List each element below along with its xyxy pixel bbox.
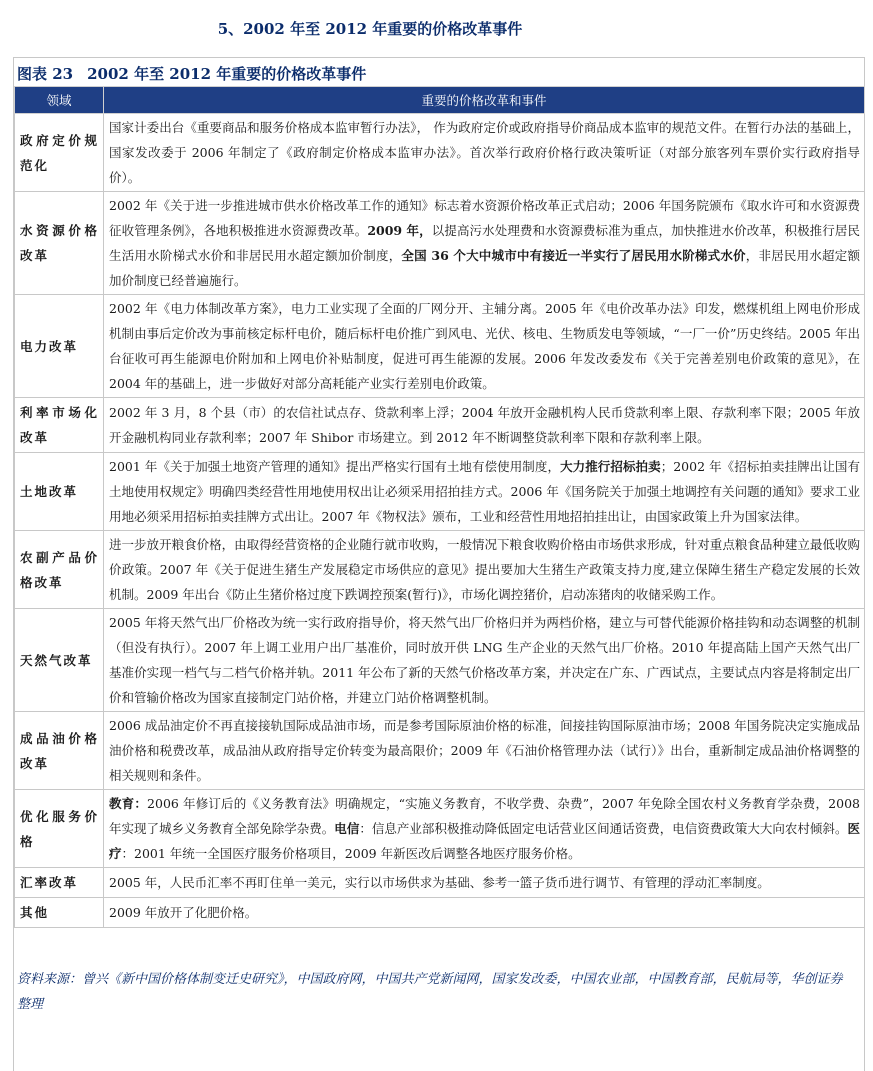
row-events <box>104 398 865 453</box>
row-domain: 农副产品价格改革 <box>15 531 104 609</box>
row-events <box>104 609 865 712</box>
event-text: 2005 年，人民币汇率不再盯住单一美元，实行以市场供求为基础、参考一篮子货币进行调节、有管理的浮动汇率制度。 <box>109 875 770 890</box>
event-text: 进一步放开粮食价格，由取得经营资格的企业随行就市收购，一般情况下粮食收购价格由市场供求形成，针对重点粮食品种建立最低收购价政策。2007 年《关于促进生猪生产发展稳定市场供应的意见》提出要加大生猪生产政策支持力度,建立保障生猪生产稳定发展的长效机制。2009 年出台《防止生猪价格过度下跌调控预案(暂行)》，市场化调控猪价，启动冻猪肉的收储采购工作。 <box>109 537 860 602</box>
table-row <box>15 609 865 712</box>
table-row <box>15 531 865 609</box>
table-row <box>15 453 865 531</box>
table-row <box>15 398 865 453</box>
event-text: ，非居民用水超定额加价制度已经普遍施行。 <box>109 248 860 288</box>
row-domain: 优化服务价格 <box>15 790 104 868</box>
row-domain: 土地改革 <box>15 453 104 531</box>
section-title: 5、2002 年至 2012 年重要的价格改革事件 <box>217 20 523 38</box>
row-events <box>104 295 865 398</box>
row-events <box>104 114 865 192</box>
row-events <box>104 453 865 531</box>
event-text: 2002 年《关于进一步推进城市供水价格改革工作的通知》标志着水资源价格改革正式启动；2006 年国务院颁布《取水许可和水资源费征收管理条例》，各地积极推进水资源费改革。 <box>109 198 860 238</box>
figure-title-text: 2002 年至 2012 年重要的价格改革事件 <box>87 65 367 83</box>
row-domain: 其他 <box>15 898 104 928</box>
event-text: 2002 年《电力体制改革方案》，电力工业实现了全面的厂网分开、主辅分离。2005 年《电价改革办法》印发，燃煤机组上网电价形成机制由事后定价改为事前核定标杆电价，随后标杆电价推广到风电、光伏、核电、生物质发电等领域，“一厂一价”历史终结。2005 年出台征收可再生能源电价附加和上网电价补贴制度，促进可再生能源的发展。2006 年发改委发布《关于完善差别电价政策的意见》，在 2004 年的基础上，进一步做好对部分高耗能产业实行差别电价政策。 <box>109 301 860 391</box>
header-events: 重要的价格改革和事件 <box>104 87 865 114</box>
event-text: 2006 年修订后的《义务教育法》明确规定，“实施义务教育，不收学费、杂费”，2007 年免除全国农村义务教育学杂费，2008 年实现了城乡义务教育全部免除学杂费。 <box>109 796 860 836</box>
table-header-row <box>15 87 865 114</box>
row-domain: 利率市场化改革 <box>15 398 104 453</box>
header-domain: 领域 <box>15 87 104 114</box>
table-row <box>15 790 865 868</box>
row-domain: 电力改革 <box>15 295 104 398</box>
row-events <box>104 192 865 295</box>
row-domain: 成品油价格改革 <box>15 712 104 790</box>
event-text: 以提高污水处理费和水资源费标准为重点，加快推进水价改革，积极推行居民生活用水阶梯式水价和非居民用水超定额加价制度， <box>109 223 860 263</box>
emphasis-text: 2009 年， <box>367 223 432 238</box>
emphasis-text: 电信 <box>334 821 360 836</box>
event-text: ：信息产业部积极推动降低固定电话营业区间通话资费，电信资费政策大大向农村倾斜。 <box>359 821 848 836</box>
figure-title <box>13 57 865 86</box>
row-domain: 水资源价格改革 <box>15 192 104 295</box>
event-text: 2002 年 3 月，8 个县（市）的农信社试点存、贷款利率上浮；2004 年放开金融机构人民币贷款利率上限、存款利率下限；2005 年放开金融机构同业存款利率；2007 年 Shibor 市场建立。到 2012 年不断调整贷款利率下限和存款利率上限。 <box>109 405 860 445</box>
row-events <box>104 712 865 790</box>
event-text: 2006 成品油定价不再直接接轨国际成品油市场，而是参考国际原油价格的标准，间接挂钩国际原油市场；2008 年国务院决定实施成品油价格和税费改革，成品油从政府指导定价转变为最高限价；2009 年《石油价格管理办法（试行）》出台，重新制定成品油价格调整的相关规则和条件。 <box>109 718 860 783</box>
emphasis-text: 教育： <box>109 796 148 811</box>
emphasis-text: 医疗 <box>109 821 860 861</box>
emphasis-text: 大力推行招标拍卖 <box>560 459 661 474</box>
table-row <box>15 295 865 398</box>
table-row <box>15 114 865 192</box>
table-row <box>15 868 865 898</box>
table-row <box>15 898 865 928</box>
table-row <box>15 712 865 790</box>
price-reform-table <box>14 86 865 928</box>
event-text: ：2001 年统一全国医疗服务价格项目，2009 年新医改后调整各地医疗服务价格。 <box>121 846 581 861</box>
row-events <box>104 898 865 928</box>
table-body <box>15 114 865 928</box>
event-text: 国家计委出台《重要商品和服务价格成本监审暂行办法》， 作为政府定价或政府指导价商品成本监审的规范文件。在暂行办法的基础上，国家发改委于 2006 年制定了《政府制定价格成本监审办法》。首次举行政府价格行政决策听证（对部分旅客列车票价实行政府指导价）。 <box>109 120 860 185</box>
figure-label: 图表 23 <box>17 65 74 83</box>
row-events <box>104 790 865 868</box>
event-text: 2001 年《关于加强土地资产管理的通知》提出严格实行国有土地有偿使用制度， <box>109 459 561 474</box>
source-note: 资料来源：曾兴《新中国价格体制变迁史研究》，中国政府网，中国共产党新闻网，国家发改委，中国农业部，中国教育部，民航局等，华创证券整理 <box>17 972 843 1012</box>
row-events <box>104 868 865 898</box>
row-domain: 天然气改革 <box>15 609 104 712</box>
row-events <box>104 531 865 609</box>
table-row <box>15 192 865 295</box>
event-text: 2005 年将天然气出厂价格改为统一实行政府指导价，将天然气出厂价格归并为两档价格，建立与可替代能源价格挂钩和动态调整的机制（但没有执行）。2007 年上调工业用户出厂基准价，同时放开供 LNG 生产企业的天然气出厂价格。2010 年提高陆上国产天然气出厂基准价实现一档气与二档气价格并轨。2011 年公布了新的天然气价格改革方案，并决定在广东、广西试点，主要试点内容是将制定出厂价和管输价格改为国家直接制定门站价格，并建立门站价格调整机制。 <box>109 615 860 705</box>
event-text: 2009 年放开了化肥价格。 <box>109 905 258 920</box>
emphasis-text: 全国 36 个大中城市中有接近一半实行了居民用水阶梯式水价 <box>401 248 746 263</box>
event-text: ；2002 年《招标拍卖挂牌出让国有土地使用权规定》明确四类经营性用地使用权出让必须采用招拍挂方式。2006 年《国务院关于加强土地调控有关问题的通知》要求工业用地必须采用招标拍卖挂牌方式出让。2007 年《物权法》颁布，工业和经营性用地招拍挂出让，由国家政策上升为国家法律。 <box>109 459 860 524</box>
row-domain: 汇率改革 <box>15 868 104 898</box>
row-domain: 政府定价规范化 <box>15 114 104 192</box>
